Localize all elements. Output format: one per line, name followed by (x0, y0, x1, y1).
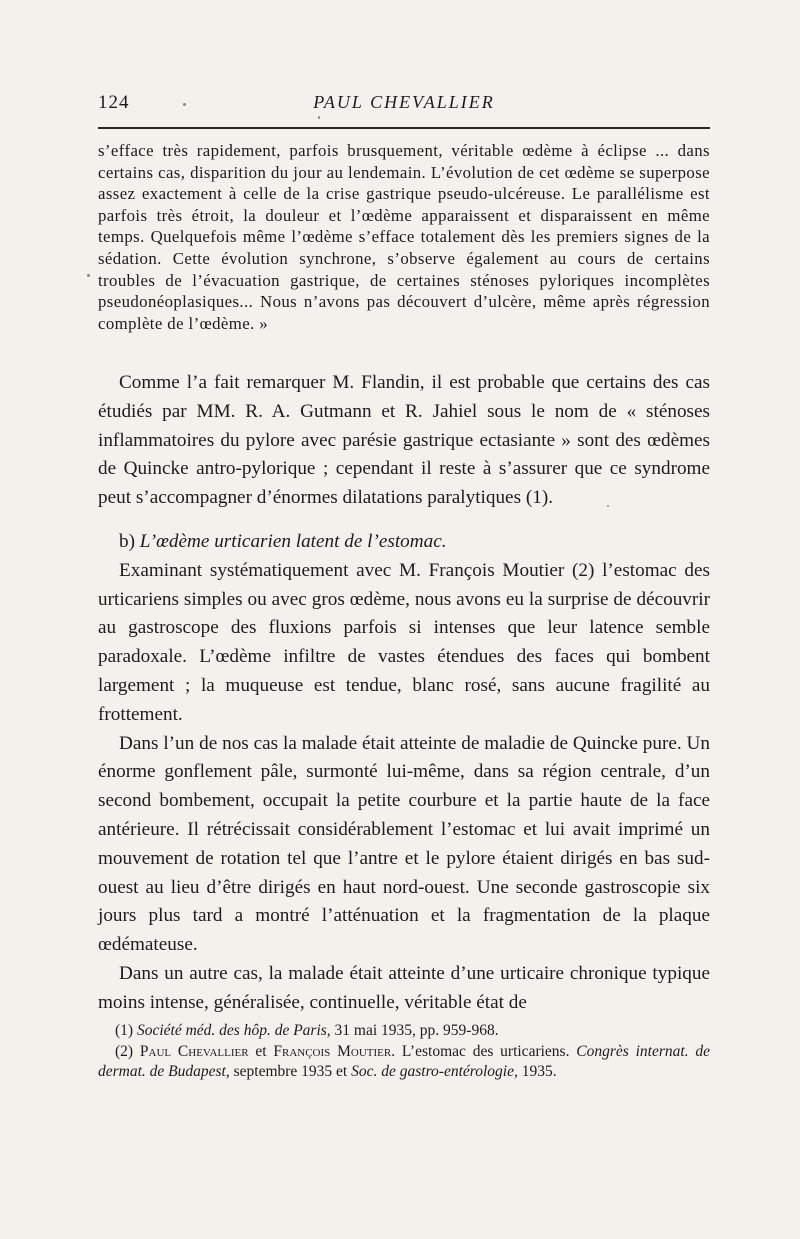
footnote-2-number: (2) (115, 1042, 134, 1060)
footnote-2-and: et (255, 1042, 267, 1060)
paper-speck (318, 116, 320, 119)
footnote-1-source: Société méd. des hôp. de Paris, (136, 1022, 331, 1039)
footnote-2-congress: Congrès internat. de dermat. de Budapest, (98, 1042, 711, 1080)
footnote-2-author-2: François Moutier (273, 1042, 392, 1060)
section-label: b) (119, 530, 135, 552)
footnote-2-society: Soc. de gastro-entérologie, (351, 1063, 518, 1080)
section-heading (98, 528, 710, 557)
footnote-1-number: (1) (115, 1022, 134, 1039)
paragraph-quincke-case: Dans l’un de nos cas la malade était atteinte de maladie de Quincke pure. Un énorme gonflement pâle, surmonté lui-même, dans sa région centrale, d’un second bombement, occupait la petite courbure et la partie haute de la face antérieure. Il rétrécissait considérablement l’estomac et lui avait imprimé un mouvement de rotation tel que l’antre et le pylore étaient dirigés en bas sud-ouest au lieu d’être dirigés en haut nord-ouest. Une seconde gastroscopie six jours plus tard a montré l’atténuation et la fragmentation de la plaque œdémateuse. (98, 732, 710, 956)
paragraph-examinant: Examinant systématiquement avec M. François Moutier (2) l’estomac des urticariens simples ou avec gros œdème, nous avons eu la surprise de découvrir au gastroscope des fluxions parfois si intenses que leur latence semble paradoxale. L’œdème infiltre de vastes étendues des faces qui bombent largement ; la muqueuse est tendue, blanc rosé, sans aucune fragilité au frottement. (98, 559, 710, 725)
footnote-1 (98, 1021, 710, 1042)
footnote-2 (98, 1042, 710, 1083)
page-header (98, 92, 710, 120)
paper-speck (87, 274, 90, 277)
footnote-2-title: . L’estomac des urticariens. (391, 1042, 570, 1060)
main-text (98, 369, 710, 1018)
quote-paragraph: s’efface très rapidement, parfois brusquement, véritable œdème à éclipse ... dans certains cas, disparition du jour au lendemain. L’évolution de cet œdème se superpose assez exactement à celle de la crise gastrique pseudo-ulcéreuse. Le parallélisme est parfois très étroit, la douleur et l’œdème apparaissent et disparaissent en même temps. Quelquefois même l’œdème s’efface totalement dès les premiers signes de la sédation. Cette évolution synchrone, s’observe également au cours de certains troubles de l’évacuation gastrique, de certaines sténoses pyloriques incomplètes pseudonéoplasiques... Nous n’avons pas découvert d’ulcère, même après régression complète de l’œdème. » (98, 141, 710, 333)
footnote-1-detail: 31 mai 1935, pp. 959-968. (334, 1022, 499, 1039)
footnotes (98, 1021, 710, 1083)
page-number: 124 (98, 92, 130, 113)
header-rule (98, 127, 710, 129)
paper-speck (183, 103, 186, 106)
paper-speck (607, 505, 609, 507)
paragraph-flandin: Comme l’a fait remarquer M. Flandin, il est probable que certains des cas étudiés par MM. R. A. Gutmann et R. Jahiel sous le nom de « sténoses inflammatoires du pylore avec parésie gastrique ectasiante » sont des œdèmes de Quincke antro-pylorique ; cependant il reste à s’assurer que ce syndrome peut s’accompagner d’énormes dilatations paralytiques (1). (98, 372, 710, 509)
footnote-2-author-1: Paul Chevallier (139, 1042, 249, 1060)
footnote-2-year: 1935. (521, 1063, 557, 1080)
running-head: PAUL CHEVALLIER (313, 92, 495, 112)
footnote-2-date: septembre 1935 et (233, 1063, 348, 1080)
section-title: L’œdème urticarien latent de l’estomac. (139, 530, 447, 552)
quoted-passage (98, 140, 710, 334)
paragraph-other-case: Dans un autre cas, la malade était atteinte d’une urticaire chronique typique moins intense, généralisée, continuelle, véritable état de (98, 962, 710, 1013)
